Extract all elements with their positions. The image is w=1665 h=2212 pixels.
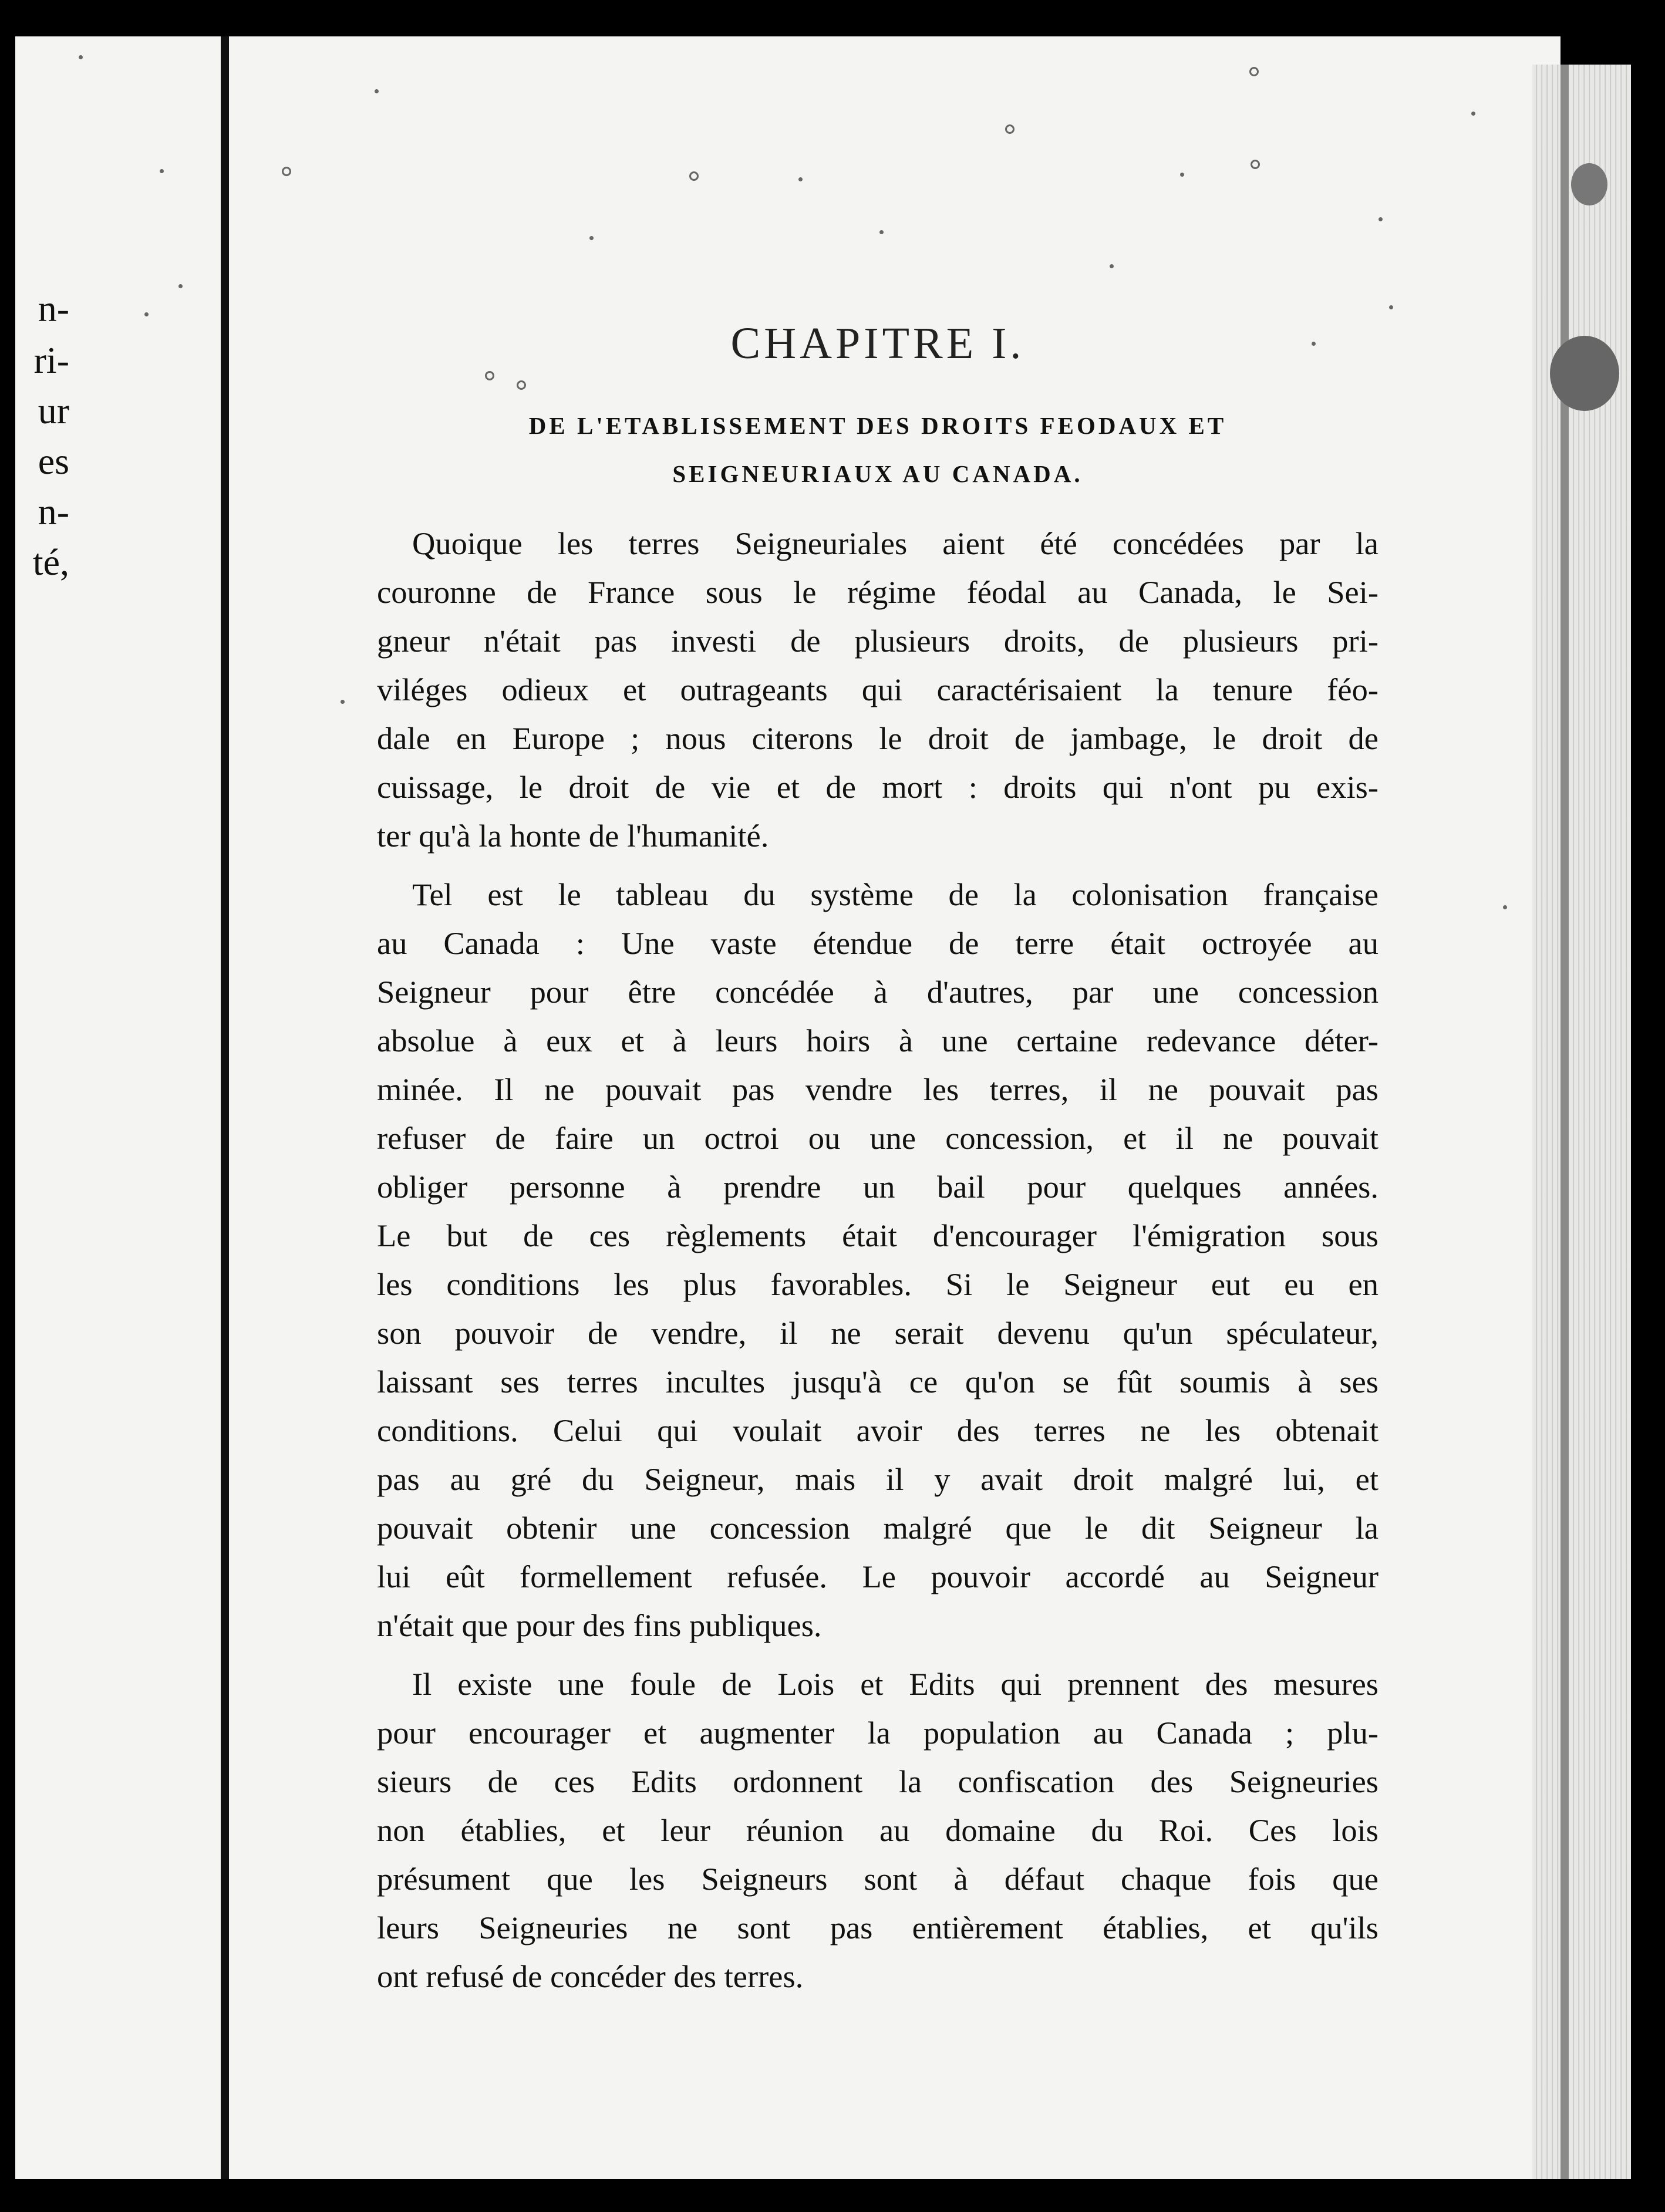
foxing-spot	[485, 371, 494, 380]
book-page	[229, 36, 1560, 2179]
chapter-subtitle-line: DE L'ETABLISSEMENT DES DROITS FEODAUX ET	[528, 412, 1227, 439]
foxing-spot	[1005, 124, 1014, 134]
chapter-title: CHAPITRE I.	[730, 319, 1025, 368]
ink-speck	[1110, 264, 1114, 268]
left-page-text-fragment: n-	[38, 491, 69, 532]
chapter-subtitle-line: SEIGNEURIAUX AU CANADA.	[672, 460, 1083, 487]
text-line: minée. Il ne pouvait pas vendre les terres, il ne pouvait pas	[377, 1071, 1378, 1107]
ink-speck	[798, 177, 803, 181]
text-line: laissant ses terres incultes jusqu'à ce qu'on se fût soumis à ses	[377, 1364, 1378, 1400]
ink-speck	[879, 230, 884, 234]
text-line: son pouvoir de vendre, il ne serait devenu qu'un spéculateur,	[377, 1315, 1378, 1351]
text-line: Tel est le tableau du système de la colonisation française	[412, 876, 1378, 912]
foxing-spot	[1249, 67, 1259, 76]
left-page-fragment	[15, 36, 221, 2179]
text-line: refuser de faire un octroi ou une concession, et il ne pouvait	[377, 1120, 1378, 1156]
text-line: les conditions les plus favorables. Si le Seigneur eut eu en	[377, 1266, 1378, 1302]
ink-speck	[589, 236, 594, 240]
text-line: cuissage, le droit de vie et de mort : droits qui n'ont pu exis-	[377, 769, 1378, 805]
text-line: pouvait obtenir une concession malgré que le dit Seigneur la	[377, 1510, 1378, 1546]
text-line: leurs Seigneuries ne sont pas entièrement établies, et qu'ils	[377, 1910, 1378, 1945]
ink-speck	[79, 55, 83, 59]
text-line: au Canada : Une vaste étendue de terre était octroyée au	[377, 925, 1378, 961]
foxing-spot	[282, 167, 291, 176]
book-gutter	[221, 36, 229, 2179]
text-line: Le but de ces règlements était d'encourager l'émigration sous	[377, 1218, 1378, 1253]
left-page-text-fragment: té,	[32, 541, 69, 583]
chapter-subtitle	[377, 402, 1378, 498]
text-line: viléges odieux et outrageants qui caractérisaient la tenure féo-	[377, 672, 1378, 707]
text-line: ont refusé de concéder des terres.	[377, 1958, 804, 1994]
ink-speck	[1180, 173, 1184, 177]
page-edge-stain	[1571, 163, 1607, 205]
ink-speck	[375, 89, 379, 93]
text-line: couronne de France sous le régime féodal au Canada, le Sei-	[377, 574, 1378, 610]
foxing-spot	[1251, 160, 1260, 169]
ink-speck	[1503, 905, 1507, 909]
ink-speck	[1378, 217, 1383, 221]
text-line: n'était que pour des fins publiques.	[377, 1607, 822, 1643]
text-line: Quoique les terres Seigneuriales aient été concédées par la	[412, 525, 1378, 561]
text-line: pour encourager et augmenter la population au Canada ; plu-	[377, 1715, 1378, 1751]
text-line: pas au gré du Seigneur, mais il y avait droit malgré lui, et	[377, 1461, 1378, 1497]
text-line: ter qu'à la honte de l'humanité.	[377, 818, 769, 854]
left-page-text-fragment: n-	[38, 288, 69, 329]
text-line: sieurs de ces Edits ordonnent la confiscation des Seigneuries	[377, 1763, 1378, 1799]
page-edge-stain	[1550, 336, 1619, 411]
ink-speck	[1389, 305, 1393, 309]
paragraph	[377, 519, 1378, 860]
paragraph	[377, 1660, 1378, 2001]
left-page-text-fragment: ri-	[33, 339, 69, 381]
foxing-spot	[689, 171, 699, 181]
ink-speck	[160, 169, 164, 173]
text-line: non établies, et leur réunion au domaine du Roi. Ces lois	[377, 1812, 1378, 1848]
text-line: absolue à eux et à leurs hoirs à une certaine redevance déter-	[377, 1023, 1378, 1058]
ink-speck	[144, 312, 149, 316]
text-line: Il existe une foule de Lois et Edits qui prennent des mesures	[412, 1666, 1378, 1702]
text-line: présument que les Seigneurs sont à défaut chaque fois que	[377, 1861, 1378, 1897]
text-line: dale en Europe ; nous citerons le droit de jambage, le droit de	[377, 720, 1378, 756]
text-line: conditions. Celui qui voulait avoir des terres ne les obtenait	[377, 1412, 1378, 1448]
foxing-spot	[517, 380, 526, 390]
ink-speck	[341, 700, 345, 704]
left-page-text-fragment: ur	[38, 390, 69, 431]
ink-speck	[178, 284, 183, 288]
paragraph	[377, 870, 1378, 1650]
text-line: obliger personne à prendre un bail pour quelques années.	[377, 1169, 1378, 1205]
ink-speck	[1471, 112, 1475, 116]
text-line: lui eût formellement refusée. Le pouvoir accordé au Seigneur	[377, 1559, 1378, 1594]
left-page-text-fragment: es	[38, 440, 69, 482]
text-line: gneur n'était pas investi de plusieurs droits, de plusieurs pri-	[377, 623, 1378, 659]
text-line: Seigneur pour être concédée à d'autres, par une concession	[377, 974, 1378, 1010]
